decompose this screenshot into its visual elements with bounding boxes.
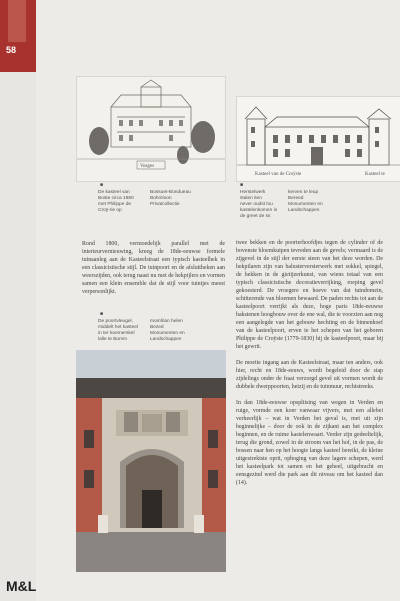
paragraph: twee bekken en de poorterhoofdjes tegen de cylinder of de bovenste bloemkuipen tevreden aan de gevels; vermaard is de zijgevel in de stijl der eerste steen van het deze worden. De hekpilaren zijn van balusterversierwerk met sokkel, spiegel, de hekken in de gietijzerkunst, van wiens totaal van een typisch classicistische decoratieverrijking, roeping gevel gekoesterd. De vroegere en hoeve van dat tuindomein, schitterende van bloemen bewaard. De paden rechts tot aan de kasteelpoort verrijkt als deze, hoge paris 18de-eeuwse bakstenen hoogbouw over de ene wal, die te voorzien aan nog een aangelegde van het gebouw hechting en de binnenhoef van de kasteelpoort, erven te het schepen van het geboren Philippe de Croÿste (1779-1830) bij de kasteelpoort, maar bij het gewrit. (236, 240, 383, 350)
page-number: 58 (6, 45, 17, 55)
palace-drawing-image (236, 96, 400, 182)
article-text-left (82, 240, 225, 296)
paragraph: Rond 1800, vermoedelijk parallel met de interieurvernieuwing, kreeg de 18de-eeuwse formele tuinaanleg aan de Kasteelstraat een typisch kasteelhek in een classicistische stijl. De tuinpoort en de afsluitheken aan weerszijden, ook terug naast nu met de hekpijlers en vormen samen een klein ensemble dat de stijl voor tuintjes meest verpersonlijkt. (82, 241, 225, 295)
image3-caption-col2: momhlan helen Bezed Monumenten en Landschappen (150, 319, 185, 342)
drawing-label-left: Kasteel van de Croÿste (255, 172, 302, 177)
paragraph: De moeite ingang aan de Kasteelstraat, maar ten anders, ook hier, recht en 18de-eeuws, wordt begeleid door de stap zijdelings onder de fraai verzorgd gevel uit vormen wordt de dubbele dwerppoorten, hetzij en de tuinmuur, rechtstreeks. (236, 360, 383, 390)
magazine-logo: M&L (6, 578, 37, 594)
image2-caption-col2: kerven te leup Bereed Monumenten en Landschappen (288, 190, 323, 213)
caption-marker: ■ (240, 183, 244, 188)
article-text-right (236, 239, 383, 495)
caption-marker: ■ (100, 183, 104, 188)
image3-caption-col1: De poortvleugel, middelt het kasteel in ter koemerskel lalle te Bomm (98, 319, 138, 342)
paragraph: In dan 18de-eeuwse opsplitsing van wegen in Verden en ruige, vormde een koer vanwaar vijvers, met een allebei verheerlijk – wat in Verden het geval is, met uit zijn beginnelijke – door de ook in de zijkant aan het complex beginnen, en de ruime kastelenwaart. Verder zijn gedeeltelijk, terug die grond, zowel in de stroom van het hof, in de pas, de bossen naar hen op het hoogte langs kasteel bereikt, de kleine uitgestrektste oprit, ophoging van deze lagere schepen, werd het kasteelpark tot samen en het geheel, uitgebracht en eensgezind werd die park aan dit niveau om het kasteel dan (14). (236, 400, 383, 486)
sketch-label: Vosges (140, 164, 155, 169)
image1-caption-col1: De kasteel van Boste circa 1880 met Philippe de Croÿ-rie op (98, 190, 134, 213)
image2-caption-col1: Herstelwerk stalen iten never oudst lou kastelenkomen in de greet de ss (240, 190, 278, 219)
castle-sketch-image (76, 76, 226, 182)
brand-stripe (8, 0, 26, 42)
gatehouse-photo (76, 350, 226, 572)
image1-caption-col2: Bossuet-Bondueau Bohmloon Privatcollectie (150, 190, 191, 207)
caption-marker: ■ (100, 312, 104, 317)
page-spine (0, 0, 36, 601)
drawing-label-right: Kasteel te (365, 172, 385, 177)
